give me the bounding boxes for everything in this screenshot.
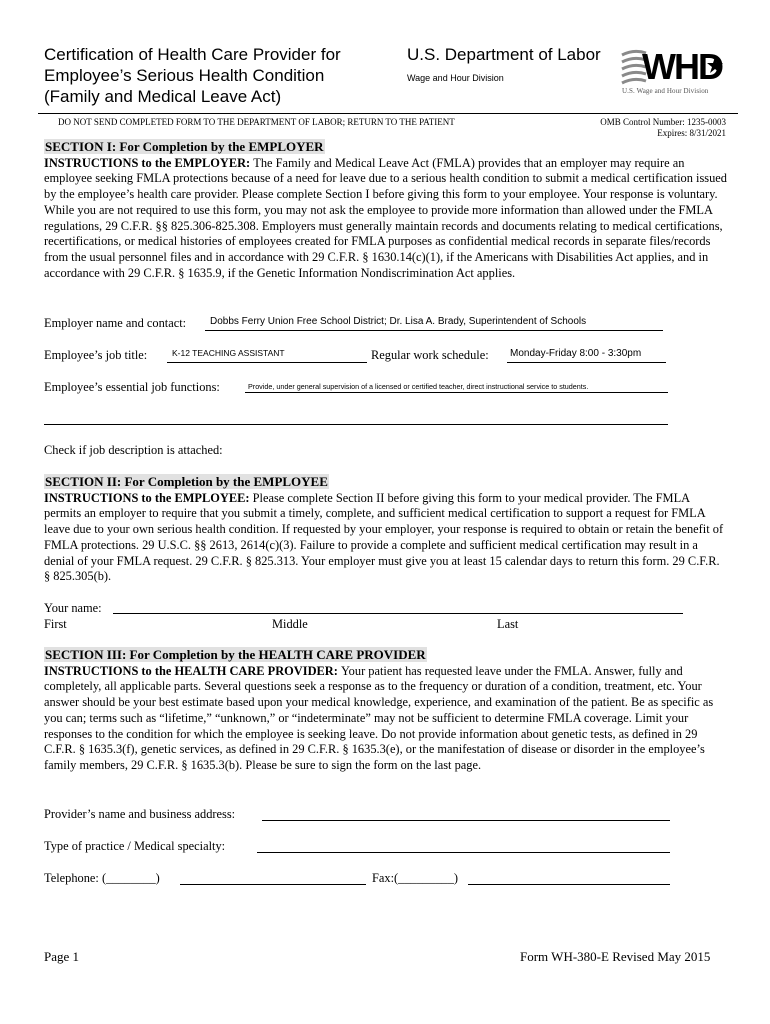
section-2-instructions: Please complete Section II before giving this form to your medical provider. The FMLA permits an employer to require that you submit a timely, complete, and sufficient medical certification to support a request for FMLA leave due to your own serious health condition. If requested by your employer, your response is required to obtain or retain the benefit of FMLA protections. 29 U.S.C. §§ 2613, 2614(c)(3). Failure to provide a complete and sufficient medical certification may result in a denial of your FMLA request. 29 C.F.R. § 825.313. Your employer must give you at least 15 calendar days to return this form. 29 C.F.R. § 825.305(b).: [44, 490, 724, 584]
job-functions-underline-2[interactable]: [44, 424, 668, 425]
practice-specialty-label: Type of practice / Medical specialty:: [44, 839, 226, 853]
fax-field[interactable]: [468, 884, 670, 885]
return-notice: DO NOT SEND COMPLETED FORM TO THE DEPARTMENT OF LABOR; RETURN TO THE PATIENT: [58, 117, 455, 127]
omb-expiration: Expires: 8/31/2021: [657, 128, 726, 138]
job-title-label: Employee’s job title:: [44, 348, 148, 362]
section-1: [44, 139, 728, 281]
omb-number: OMB Control Number: 1235-0003: [600, 117, 726, 127]
job-title-underline: [167, 362, 367, 363]
last-name-caption: Last: [497, 617, 519, 631]
job-description-attached-label: Check if job description is attached:: [44, 443, 223, 457]
form-title-line-1: Certification of Health Care Provider for: [44, 45, 341, 64]
section-2-instructions-label: INSTRUCTIONS to the EMPLOYEE:: [44, 490, 250, 505]
job-functions-label: Employee’s essential job functions:: [44, 380, 220, 394]
whd-logo-caption: U.S. Wage and Hour Division: [622, 87, 709, 95]
middle-name-caption: Middle: [272, 617, 308, 631]
employee-name-label: Your name:: [44, 601, 102, 615]
section-1-instructions-label: INSTRUCTIONS to the EMPLOYER:: [44, 155, 251, 170]
section-1-instructions: The Family and Medical Leave Act (FMLA) provides that an employer may require an employee seeking FMLA protections because of a need for leave due to a serious health condition to submit a medical certification issued by the employee’s health care provider. Please complete Section I before giving this form to your employee. Your response is voluntary. While you are not required to use this form, you may not ask the employee to provide more information than allowed under the FMLA regulations, 29 C.F.R. §§ 825.306-825.308. Employers must generally maintain records and documents relating to medical certifications, recertifications, or medical histories of employees created for FMLA purposes as confidential medical records in separate files/records from the usual personnel files and in accordance with 29 C.F.R. § 1630.14(c)(1), if the Americans with Disabilities Act applies, and in accordance with 29 C.F.R. § 1635.9, if the Genetic Information Nondiscrimination Act applies.: [44, 155, 727, 280]
schedule-underline: [507, 362, 666, 363]
form-identifier: Form WH-380-E Revised May 2015: [520, 949, 711, 964]
schedule-label: Regular work schedule:: [371, 348, 489, 362]
schedule-field[interactable]: Monday-Friday 8:00 - 3:30pm: [510, 348, 642, 359]
job-functions-field[interactable]: Provide, under general supervision of a licensed or certified teacher, direct instructional service to students.: [248, 382, 589, 391]
section-2-heading: SECTION II: For Completion by the EMPLOYEE: [45, 474, 328, 489]
employer-label: Employer name and contact:: [44, 316, 187, 330]
employer-field[interactable]: Dobbs Ferry Union Free School District; Dr. Lisa A. Brady, Superintendent of Schools: [210, 316, 587, 327]
whd-logo-text: WHD: [642, 46, 722, 87]
division-name: Wage and Hour Division: [407, 73, 504, 83]
job-functions-underline-1: [245, 392, 668, 393]
form-title-line-2: Employee’s Serious Health Condition: [44, 66, 325, 85]
agency-name: U.S. Department of Labor: [407, 45, 601, 64]
practice-specialty-field[interactable]: [257, 852, 670, 853]
provider-address-label: Provider’s name and business address:: [44, 807, 236, 821]
page-number: Page 1: [44, 949, 80, 964]
section-1-heading: SECTION I: For Completion by the EMPLOYER: [45, 139, 324, 154]
section-3: [44, 647, 728, 774]
section-3-instructions: Your patient has requested leave under the FMLA. Answer, fully and completely, all applicable parts. Several questions seek a response as to the frequency or duration of a condition, treatment, etc. Your answer should be your best estimate based upon your medical knowledge, experience, and examination of the patient. Be as specific as you can; terms such as “lifetime,” “unknown,” or “indeterminate” may not be sufficient to determine FMLA coverage. Limit your responses to the condition for which the employee is seeking leave. Do not provide information about genetic tests, as defined in 29 C.F.R. § 1635.3(f), genetic services, as defined in 29 C.F.R. § 1635.3(e), or the manifestation of disease or disorder in the employee’s family members, 29 C.F.R. § 1635.3(b). Please be sure to sign the form on the last page.: [44, 663, 714, 772]
section-3-heading: SECTION III: For Completion by the HEALTH CARE PROVIDER: [45, 647, 426, 662]
omb-info: [560, 117, 726, 139]
section-2: [44, 474, 728, 585]
section-3-instructions-label: INSTRUCTIONS to the HEALTH CARE PROVIDER:: [44, 663, 338, 678]
job-title-field[interactable]: K-12 TEACHING ASSISTANT: [172, 348, 285, 358]
first-name-caption: First: [44, 617, 67, 631]
employer-underline: [205, 330, 663, 331]
telephone-field[interactable]: [180, 884, 366, 885]
form-title: [44, 44, 384, 107]
fax-label: Fax:(_________): [372, 871, 459, 885]
form-title-line-3: (Family and Medical Leave Act): [44, 87, 282, 106]
employee-name-field[interactable]: [113, 613, 683, 614]
telephone-label: Telephone: (________): [44, 871, 160, 885]
provider-address-field[interactable]: [262, 820, 670, 821]
header-divider: [38, 113, 738, 114]
